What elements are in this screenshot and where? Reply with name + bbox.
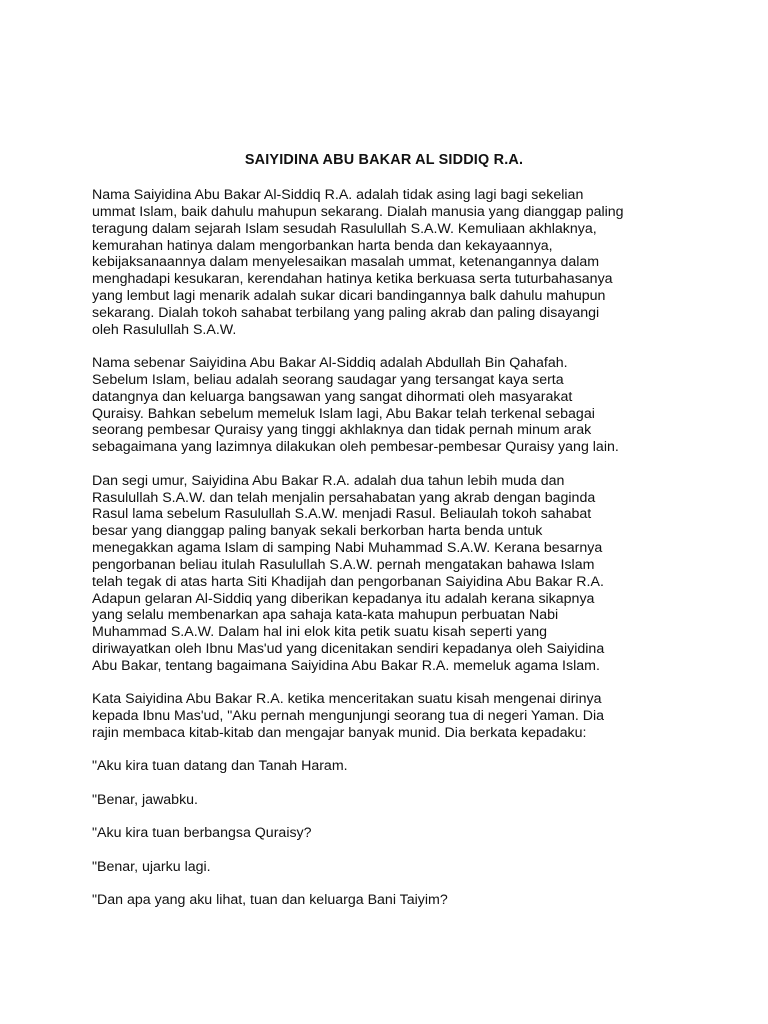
text-line: rajin membaca kitab-kitab dan mengajar banyak munid. Dia berkata kepadaku: [92, 724, 587, 741]
text-line: Muhammad S.A.W. Dalam hal ini elok kita petik suatu kisah seperti yang [92, 624, 547, 641]
text-line: Rasulullah S.A.W. dan telah menjalin persahabatan yang akrab dengan baginda [92, 489, 596, 506]
text-line: Quraisy. Bahkan sebelum memeluk Islam lagi, Abu Bakar telah terkenal sebagai [92, 405, 595, 422]
text-line: Abu Bakar, tentang bagaimana Saiyidina Abu Bakar R.A. memeluk agama Islam. [92, 657, 600, 674]
text-line: seorang pembesar Quraisy yang tinggi akhlaknya dan tidak pernah minum arak [92, 422, 592, 439]
text-line: kebijaksanaannya dalam menyelesaikan masalah ummat, ketenangannya dalam [92, 254, 600, 271]
dialogue-line-2: "Benar, jawabku. [92, 791, 198, 808]
text-line: menegakkan agama Islam di samping Nabi Muhammad S.A.W. Kerana besarnya [92, 540, 603, 557]
text-line: menghadapi kesukaran, kerendahan hatinya ketika berkuasa serta tuturbahasanya [92, 271, 613, 288]
paragraph-3 [92, 473, 676, 675]
dialogue-line-3: "Aku kira tuan berbangsa Quraisy? [92, 825, 312, 842]
paragraph-4 [92, 691, 676, 742]
text-line: yang lembut lagi menarik adalah sukar dicari bandingannya balk dahulu mahupun [92, 288, 606, 305]
text-line: Rasul lama sebelum Rasulullah S.A.W. menjadi Rasul. Beliaulah tokoh sahabat [92, 506, 592, 523]
text-line: diriwayatkan oleh Ibnu Mas'ud yang dicenitakan sendiri kepadanya oleh Saiyidina [92, 641, 605, 658]
paragraph-1 [92, 187, 676, 339]
text-line: sebagaimana yang lazimnya dilakukan oleh pembesar-pembesar Quraisy yang lain. [92, 439, 619, 456]
text-line: sekarang. Dialah tokoh sahabat terbilang yang paling akrab dan paling disayangi [92, 304, 600, 321]
text-line: Sebelum Islam, beliau adalah seorang saudagar yang tersangat kaya serta [92, 371, 564, 388]
document-title: SAIYIDINA ABU BAKAR AL SIDDIQ R.A. [244, 152, 524, 168]
dialogue-line-5: "Dan apa yang aku lihat, tuan dan keluarga Bani Taiyim? [92, 892, 448, 909]
text-line: telah tegak di atas harta Siti Khadijah dan pengorbanan Saiyidina Abu Bakar R.A. [92, 573, 604, 590]
paragraph-2 [92, 355, 676, 456]
text-line: teragung dalam sejarah Islam sesudah Rasulullah S.A.W. Kemuliaan akhlaknya, [92, 220, 597, 237]
text-line: Dan segi umur, Saiyidina Abu Bakar R.A. adalah dua tahun lebih muda dan [92, 472, 565, 489]
text-line: Nama Saiyidina Abu Bakar Al-Siddiq R.A. adalah tidak asing lagi bagi sekelian [92, 187, 584, 203]
text-line: yang selalu membenarkan apa sahaja kata-kata mahupun perbuatan Nabi [92, 607, 559, 624]
text-line: Kata Saiyidina Abu Bakar R.A. ketika menceritakan suatu kisah mengenai dirinya [92, 691, 602, 708]
document-page [92, 152, 676, 926]
text-line: kepada Ibnu Mas'ud, "Aku pernah mengunjungi seorang tua di negeri Yaman. Dia [92, 708, 605, 725]
text-line: Nama sebenar Saiyidina Abu Bakar Al-Siddiq adalah Abdullah Bin Qahafah. [92, 355, 568, 372]
text-line: oleh Rasulullah S.A.W. [92, 321, 237, 338]
text-line: Adapun gelaran Al-Siddiq yang diberikan kepadanya itu adalah kerana sikapnya [92, 590, 595, 607]
text-line: kemurahan hatinya dalam mengorbankan harta benda dan kekayaannya, [92, 237, 553, 254]
text-line: ummat Islam, baik dahulu mahupun sekarang. Dialah manusia yang dianggap paling [92, 203, 624, 220]
text-line: pengorbanan beliau itulah Rasulullah S.A.W. pernah mengatakan bahawa Islam [92, 556, 595, 573]
dialogue-line-1: "Aku kira tuan datang dan Tanah Haram. [92, 758, 348, 775]
text-line: besar yang dianggap paling banyak sekali berkorban harta benda untuk [92, 523, 543, 540]
text-line: datangnya dan keluarga bangsawan yang sangat dihormati oleh masyarakat [92, 388, 573, 405]
dialogue-line-4: "Benar, ujarku lagi. [92, 858, 211, 875]
